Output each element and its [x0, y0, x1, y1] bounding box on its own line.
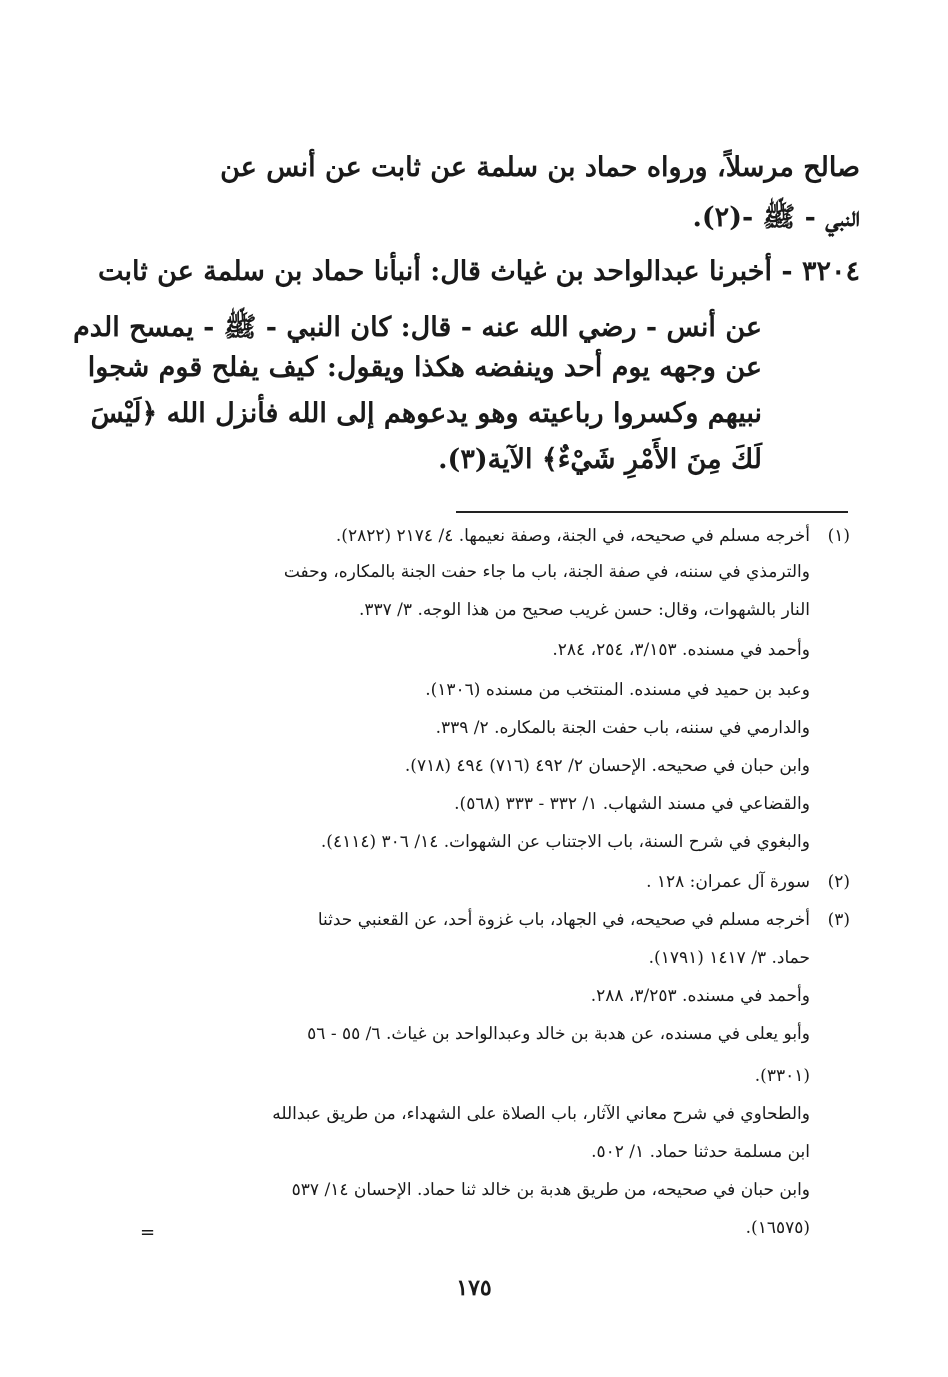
footnote-separator-rule: [456, 511, 848, 513]
main-text-line-2: النبي - ﷺ -(٢).: [692, 202, 860, 233]
footnote-3-line: (١٦٥٧٥).: [745, 1218, 810, 1238]
footnote-1-line: وأحمد في مسنده. ٣/١٥٣، ٢٥٤، ٢٨٤.: [552, 640, 810, 660]
footnote-3-text: أخرجه مسلم في صحيحه، في الجهاد، باب غزوة أحد، عن القعنبي حدثنا: [317, 910, 810, 930]
continuation-mark: =: [140, 1222, 156, 1243]
page-number: ١٧٥: [456, 1275, 492, 1301]
footnote-1-text: أخرجه مسلم في صحيحه، في الجنة، وصفة نعيمها. ٤/ ٢١٧٤ (٢٨٢٢).: [335, 526, 810, 546]
hadith-3204-line-5: لَكَ مِنَ الأَمْرِ شَيْءٌ﴾ الآية(٣).: [438, 444, 762, 475]
hadith-3204-line-1: ٣٢٠٤ - أخبرنا عبدالواحد بن غياث قال: أنبأنا حماد بن سلمة عن ثابت: [98, 256, 860, 287]
footnote-3-number: (٣): [827, 910, 850, 930]
footnote-2-text: سورة آل عمران: ١٢٨ .: [646, 872, 810, 892]
footnote-3-line: وابن حبان في صحيحه، من طريق هدبة بن خالد ثنا حماد. الإحسان ١٤/ ٥٣٧: [291, 1180, 810, 1200]
footnote-1-line: وعبد بن حميد في مسنده. المنتخب من مسنده (١٣٠٦).: [425, 680, 810, 700]
main-text-line-1: صالح مرسلاً، ورواه حماد بن سلمة عن ثابت عن أنس عن: [220, 152, 860, 183]
hadith-3204-line-4: نبيهم وكسروا رباعيته وهو يدعوهم إلى الله فأنزل الله ﴿لَيْسَ: [90, 398, 762, 429]
hadith-3204-line-3: عن وجهه يوم أحد وينفضه هكذا ويقول: كيف يفلح قوم شجوا: [87, 352, 762, 383]
footnote-3-line: (٣٣٠١).: [754, 1066, 810, 1086]
footnote-1-number: (١): [827, 526, 850, 546]
footnote-1-line: والترمذي في سننه، في صفة الجنة، باب ما جاء حفت الجنة بالمكاره، وحفت: [283, 562, 810, 582]
hadith-3204-line-2: عن أنس - رضي الله عنه - قال: كان النبي - ﷺ - يمسح الدم: [73, 312, 762, 343]
footnote-3-line: وأبو يعلى في مسنده، عن هدبة بن خالد وعبدالواحد بن غياث. ٦/ ٥٥ - ٥٦: [307, 1024, 810, 1044]
footnote-1-line: والدارمي في سننه، باب حفت الجنة بالمكاره. ٢/ ٣٣٩.: [435, 718, 810, 738]
footnote-1-line: النار بالشهوات، وقال: حسن غريب صحيح من هذا الوجه. ٣/ ٣٣٧.: [358, 600, 810, 620]
footnote-3-line: وأحمد في مسنده. ٣/٢٥٣، ٢٨٨.: [590, 986, 810, 1006]
footnote-3-line: حماد. ٣/ ١٤١٧ (١٧٩١).: [648, 948, 810, 968]
footnote-1-line: وابن حبان في صحيحه. الإحسان ٢/ ٤٩٢ (٧١٦) ٤٩٤ (٧١٨).: [404, 756, 810, 776]
footnote-3-line: والطحاوي في شرح معاني الآثار، باب الصلاة على الشهداء، من طريق عبدالله: [272, 1104, 810, 1124]
footnote-1-line: والقضاعي في مسند الشهاب. ١/ ٣٣٢ - ٣٣٣ (٥٦٨).: [454, 794, 810, 814]
footnote-3-line: ابن مسلمة حدثنا حماد. ١/ ٥٠٢.: [591, 1142, 810, 1162]
footnote-2-number: (٢): [827, 872, 850, 892]
footnote-1-line: والبغوي في شرح السنة، باب الاجتناب عن الشهوات. ١٤/ ٣٠٦ (٤١١٤).: [320, 832, 810, 852]
